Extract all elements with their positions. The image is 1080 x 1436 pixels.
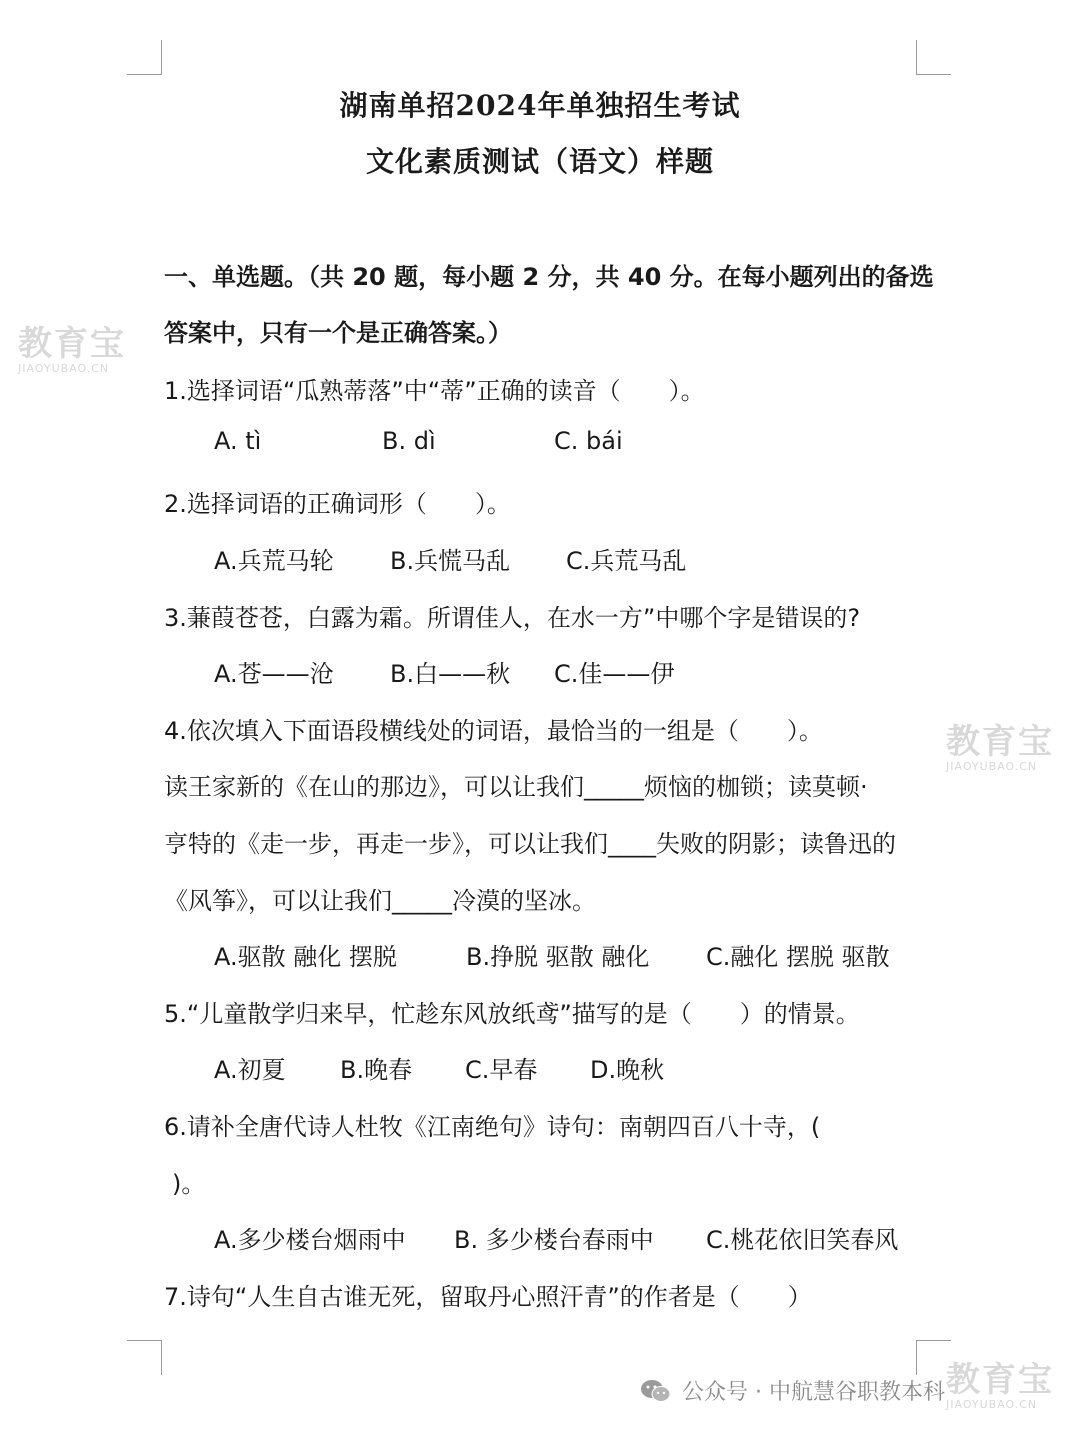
question-1-option-a: A. tì [214, 427, 262, 455]
wechat-icon [640, 1378, 672, 1404]
question-2-stem: 2.选择词语的正确词形（ ）。 [164, 490, 511, 518]
section-heading-line1: 一、单选题。（共 20 题，每小题 2 分，共 40 分。在每小题列出的备选 [164, 263, 934, 291]
question-3-option-a: A.苍——沧 [214, 660, 334, 688]
crop-mark-bottom-left [127, 1340, 162, 1375]
question-7-stem: 7.诗句“人生自古谁无死，留取丹心照汗青”的作者是（ ） [164, 1283, 812, 1311]
section-heading-line2: 答案中，只有一个是正确答案。） [164, 319, 512, 347]
watermark-logo-right: 教育宝 JIAOYUBAO.CN [946, 722, 1054, 773]
question-6-option-b: B. 多少楼台春雨中 [454, 1226, 654, 1254]
question-2-option-c: C.兵荒马乱 [566, 547, 687, 575]
crop-mark-top-left [127, 40, 162, 75]
question-5-option-b: B.晚春 [340, 1056, 413, 1084]
question-3-option-c: C.佳——伊 [554, 660, 675, 688]
document-title-line2: 文化素质测试（语文）样题 [365, 145, 714, 178]
question-1-stem: 1.选择词语“瓜熟蒂落”中“蒂”正确的读音（ ）。 [164, 377, 705, 405]
question-6-option-c: C.桃花依旧笑春风 [706, 1226, 899, 1254]
footer-account-text: 公众号 · 中航慧谷职教本科 [682, 1380, 945, 1405]
question-4-stem: 4.依次填入下面语段横线处的词语，最恰当的一组是（ ）。 [164, 717, 823, 745]
question-5-option-a: A.初夏 [214, 1056, 286, 1084]
document-title-line1: 湖南单招2024年单独招生考试 [339, 89, 741, 122]
question-4-option-c: C.融化 摆脱 驱散 [706, 943, 890, 971]
question-5-option-d: D.晚秋 [590, 1056, 665, 1084]
question-4-passage-line1: 读王家新的《在山的那边》，可以让我们_____烦恼的枷锁；读莫顿· [164, 773, 868, 801]
question-3-stem: 3.蒹葭苍苍，白露为霜。所谓佳人，在水一方”中哪个字是错误的? [164, 604, 861, 632]
question-3-option-b: B.白——秋 [390, 660, 511, 688]
question-5-option-c: C.早春 [465, 1056, 538, 1084]
question-4-passage-line2: 亨特的《走一步，再走一步》，可以让我们____失败的阴影；读鲁迅的 [164, 830, 896, 858]
watermark-logo-bottom: 教育宝 JIAOYUBAO.CN [946, 1360, 1054, 1411]
crop-mark-top-right [916, 40, 951, 75]
question-2-option-b: B.兵慌马乱 [390, 547, 511, 575]
question-1-option-c: C. bái [554, 427, 623, 455]
question-6-stem-line2: )。 [172, 1170, 206, 1198]
question-5-stem: 5.“儿童散学归来早，忙趁东风放纸鸢”描写的是（ ）的情景。 [164, 1000, 860, 1028]
watermark-logo-left: 教育宝 JIAOYUBAO.CN [18, 324, 126, 375]
question-4-option-a: A.驱散 融化 摆脱 [214, 943, 397, 971]
question-2-option-a: A.兵荒马轮 [214, 547, 334, 575]
question-4-passage-line3: 《风筝》，可以让我们_____冷漠的坚冰。 [164, 887, 596, 915]
question-6-stem-line1: 6.请补全唐代诗人杜牧《江南绝句》诗句：南朝四百八十寺，( [164, 1113, 821, 1141]
footer-account[interactable] [640, 1375, 945, 1406]
question-1-option-b: B. dì [382, 427, 436, 455]
question-6-option-a: A.多少楼台烟雨中 [214, 1226, 406, 1254]
question-4-option-b: B.挣脱 驱散 融化 [466, 943, 650, 971]
